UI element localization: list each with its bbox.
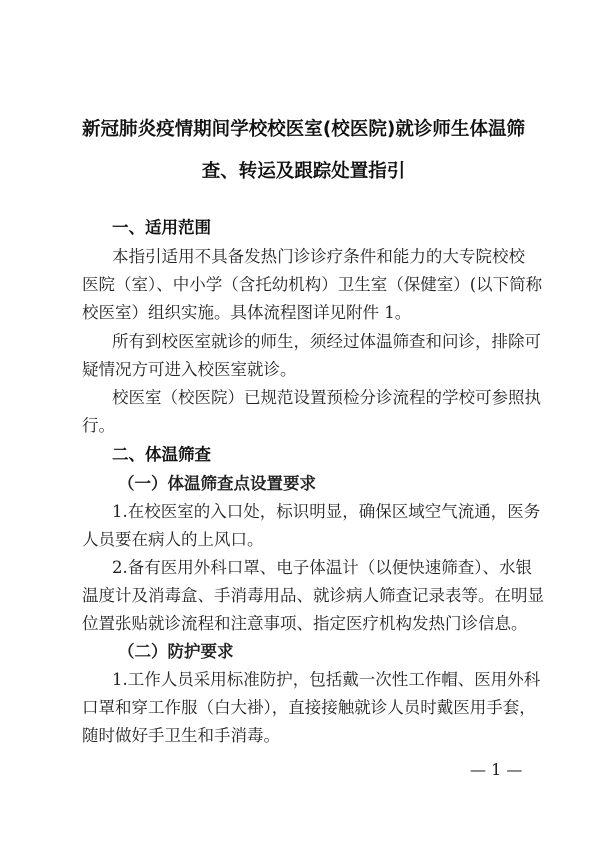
- paragraph-line: 1.在校医室的入口处，标识明显，确保区域空气流通，医务: [112, 502, 541, 521]
- subsection2-heading: （二）防护要求: [118, 642, 234, 661]
- paragraph-line: 位置张贴就诊流程和注意事项、指定医疗机构发热门诊信息。: [82, 614, 528, 633]
- paragraph-line: 所有到校医室就诊的师生，须经过体温筛查和问诊，排除可: [112, 332, 541, 351]
- paragraph-line: 校医室）组织实施。具体流程图详见附件 1。: [82, 303, 412, 322]
- subsection1-heading: （一）体温筛查点设置要求: [118, 474, 316, 493]
- paragraph-line: 人员要在病人的上风口。: [82, 530, 264, 549]
- paragraph-line: 行。: [82, 416, 115, 435]
- doc-title-line2: 查、转运及跟踪处置指引: [201, 161, 406, 182]
- section1-heading: 一、适用范围: [112, 218, 211, 237]
- paragraph-line: 2.备有医用外科口罩、电子体温计（以便快速筛查）、水银: [112, 558, 532, 577]
- paragraph-line: 温度计及消毒盒、手消毒用品、就诊病人筛查记录表等。在明显: [82, 586, 544, 605]
- section2-heading: 二、体温筛查: [112, 445, 211, 464]
- paragraph-line: 本指引适用不具备发热门诊诊疗条件和能力的大专院校校: [112, 247, 525, 266]
- paragraph-line: 随时做好手卫生和手消毒。: [82, 726, 280, 745]
- doc-title-line1: 新冠肺炎疫情期间学校校医室(校医院)就诊师生体温筛: [82, 119, 525, 140]
- paragraph-line: 医院（室）、中小学（含托幼机构）卫生室（保健室）(以下简称: [82, 275, 543, 294]
- paragraph-line: 口罩和穿工作服（白大褂），直接接触就诊人员时戴医用手套，: [82, 698, 536, 717]
- paragraph-line: 1.工作人员采用标准防护，包括戴一次性工作帽、医用外科: [112, 670, 541, 689]
- page-number: — 1 —: [470, 760, 523, 779]
- paragraph-line: 疑情况方可进入校医室就诊。: [82, 360, 297, 379]
- paragraph-line: 校医室（校医院）已规范设置预检分诊流程的学校可参照执: [112, 388, 541, 407]
